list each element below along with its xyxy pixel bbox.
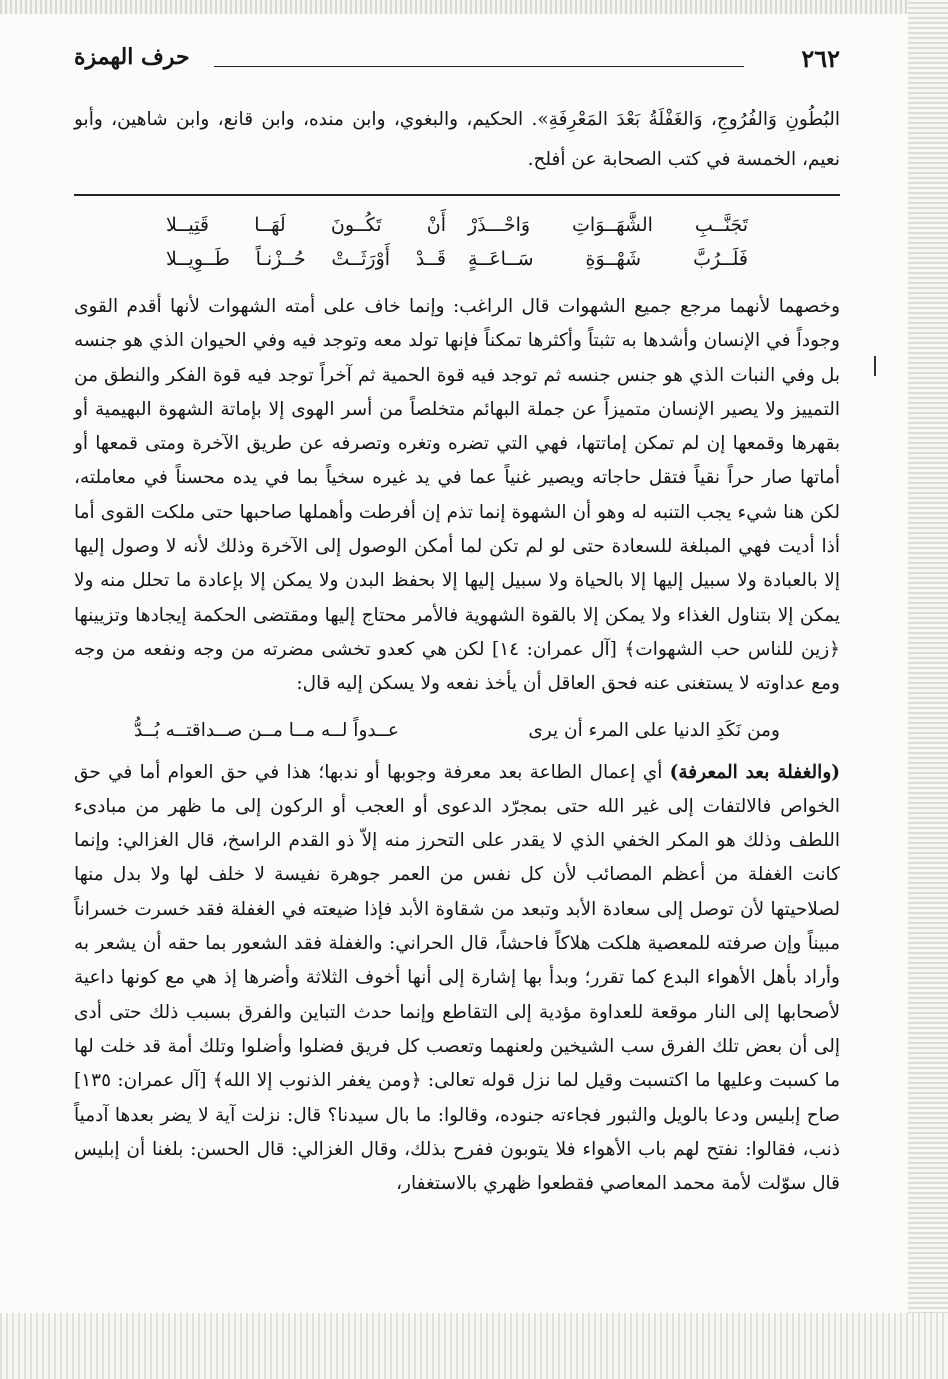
page-number: ٢٦٢ [801, 44, 840, 73]
page-border-bottom [0, 1313, 948, 1379]
bold-lead-phrase: (والغفلة بعد المعرفة) [669, 761, 841, 783]
poem [74, 208, 840, 276]
poem-verse-2 [74, 242, 840, 276]
verse-1-second-hemistich: أَنْ تَكُــونَ لَهَــا قَتِيــلا [166, 214, 446, 236]
verse-1-first-hemistich: تَجَنَّــبِ الشَّهَــوَاتِ وَاحْـــذَرْ [468, 214, 748, 236]
body-paragraph-2 [74, 756, 840, 1202]
chapter-title: حرف الهمزة [74, 44, 190, 70]
verse-2-first-hemistich: فَلَــرُبَّ شَهْــوَةِ سَــاعَــةٍ [468, 248, 748, 270]
margin-mark [874, 356, 876, 376]
verse-2-second-hemistich: قَــدْ أَوْرَثَــتْ حُــزْنـاً طَــوِيــلا [166, 248, 446, 270]
poem-verse-1 [74, 208, 840, 242]
body-paragraph-2-text: أي إعمال الطاعة بعد معرفة وجوبها أو ندبها؛ هذا في حق العوام أما في حق الخواص فالالتفات إلى غير الله حتى بمجرّد الدعوى أو العجب أو الركون إلى ما ظهر من مبادىء اللطف وذلك هو المكر الخفي الذي لا يقدر على التحرز منه إلاّ ذو القدم الراسخ، قال الغزالي: وإنما كانت الغفلة من أعظم المصائب لأن كل نفس من العمر جوهرة نفيسة لا خلف لها ولا بدل منها لصلاحيتها لأن توصل إلى سعادة الأبد وتبعد من شقاوة الأبد فإذا ضيعته في الغفلة فقد خسرت خسراناً مبيناً وإن صرفته للمعصية هلكت هلاكاً فاحشاً، قال الحراني: والغفلة فقد الشعور بما حقه أن يشعر به وأراد بأهل الأهواء البدع كما تقرر؛ وبدأ بها إشارة إلى أنها أخوف الثلاثة وأضرها إذ هي مع كونها داعية لأصحابها إلى النار موقعة للعداوة مؤدية إلى التقاطع وإنما حدث التباين والفرق بسبب ذلك حتى أدى إلى أن بعض تلك الفرق سب الشيخين ولعنهما وتعصب كل فريق فضلوا وأضلوا وتلك أمة قد خلت لها ما كسبت وعليها ما اكتسبت وقيل لما نزل قوله تعالى: ﴿ومن يغفر الذنوب إلا الله﴾ [آل عمران: ١٣٥] صاح إبليس ودعا بالويل والثبور فجاءته جنوده، وقالوا: ما بال سيدنا؟ قال: نزلت آية لا يضر بعدها آدمياً ذنب، فقالوا: نفتح لهم باب الأهواء فلا يتوبون ففرح بذلك، وقال الغزالي: قال الحسن: بلغنا أن إبليس قال سوّلت لأمة محمد المعاصي فقطعوا ظهري بالاستغفار، [74, 761, 840, 1195]
section-separator [74, 194, 840, 196]
single-verse-first-hemistich: ومن نَكَدِ الدنيا على المرء أن يرى [528, 719, 780, 741]
page-content [74, 40, 840, 1310]
single-verse-second-hemistich: عــدواً لــه مــا مــن صــداقتــه بُــدُّ [134, 719, 399, 741]
top-paragraph: البُطُونِ وَالفُرُوجِ، وَالغَفْلَةُ بَعْدَ المَعْرِفَةِ». الحكيم، والبغوي، وابن منده، وابن قانع، وابن شاهين، وأبو نعيم، الخمسة في كتب الصحابة عن أفلح. [74, 109, 840, 170]
body-paragraph-1: وخصهما لأنهما مرجع جميع الشهوات قال الراغب: وإنما خاف على أمته الشهوات لأنها أقدم القوى وجوداً في الإنسان وأشدها به تثبتاً وأكثرها تمكناً فإنها تولد معه وتوجد فيه وفي الحيوان الذي هو جنسه بل وفي النبات الذي هو جنس جنسه ثم توجد فيه قوة الحمية ثم آخراً توجد فيه قوة الفكر والنطق من التمييز ولا يصير الإنسان متميزاً عن جملة البهائم متخلصاً من أسر الهوى إلا بإماتة الشهوة البهيمية أو بقهرها وقمعها إن لم تمكن إماتتها، فهي التي تضره وتغره وتصرفه عن طريق الآخرة ومتى قمعها أو أماتها صار حراً نقياً فتقل حاجاته ويصير غنياً عما في يد غيره سخياً بما في يده محسناً في معاملته، لكن هنا شيء يجب التنبه له وهو أن الشهوة إنما تذم إن أفرطت وأهملها صاحبها حتى ملكت القوى أما أذا أديت فهي المبلغة للسعادة حتى لو لم تكن لما أمكن الوصول إلى الآخرة وذلك لأنه لا وصول إليها إلا بالعبادة ولا سبيل إليها إلا بالحياة ولا سبيل إليها إلا بحفظ البدن ولا يمكن إلا بإعادة ما تحلل منه ولا يمكن إلا بتناول الغذاء ولا يمكن إلا بالقوة الشهوية فالأمر محتاج إليها ومقتضى الحكمة إيجادها وتزيينها ﴿زين للناس حب الشهوات﴾ [آل عمران: ١٤] لكن هي كعدو تخشى مضرته من وجه ونفعه من وجه ومع عداوته لا يستغنى عنه فحق العاقل أن يأخذ نفعه ولا يسكن إليه قال: [74, 296, 840, 695]
header-rule [214, 66, 744, 67]
page-border-right [908, 0, 948, 1379]
page-border-top [0, 0, 948, 14]
single-verse [74, 702, 840, 756]
page-header [74, 40, 840, 84]
